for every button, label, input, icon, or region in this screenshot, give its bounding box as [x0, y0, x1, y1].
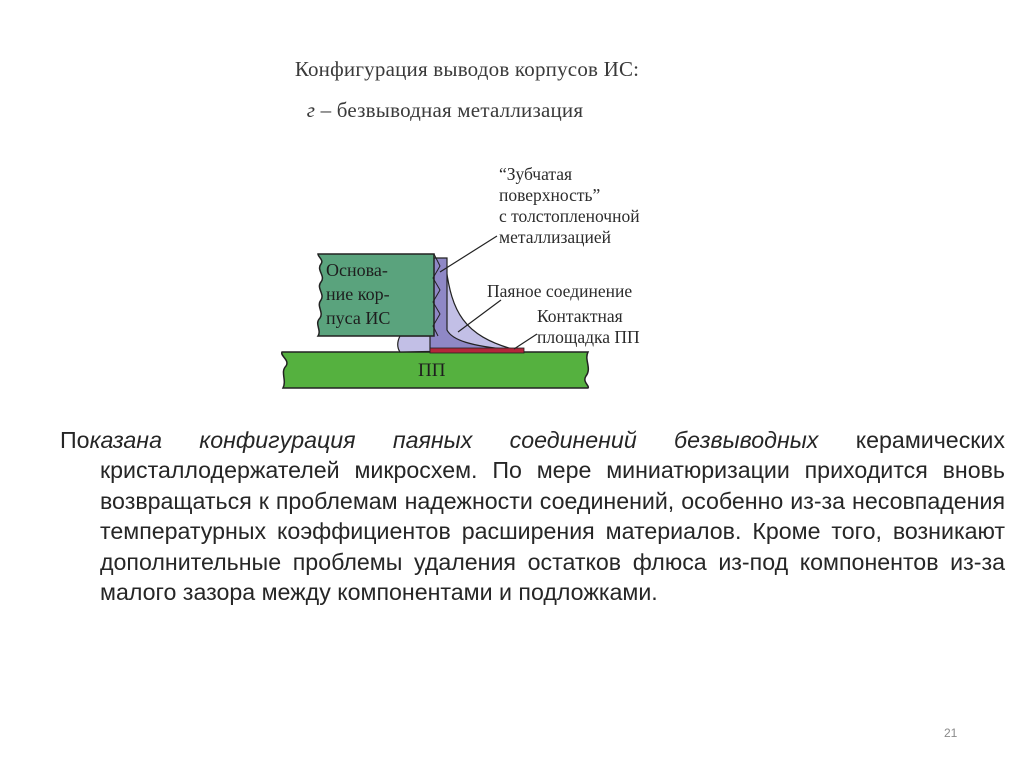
body-paragraph	[60, 425, 1005, 607]
figure-subtitle-text: – безвыводная металлизация	[315, 98, 584, 122]
label-package-base: Основа- ние кор- пуса ИС	[326, 260, 391, 328]
figure-title: Конфигурация выводов корпусов ИС:	[294, 57, 640, 81]
leader-teeth	[440, 236, 497, 272]
figure-subtitle-letter: г	[306, 98, 316, 122]
label-solder-joint: Паяное соединение	[487, 281, 633, 301]
label-contact-pad: Контактная площадка ПП	[537, 306, 640, 347]
leader-solder	[458, 300, 501, 332]
figure-subtitle	[0, 98, 957, 123]
body-rest: керамических кристаллодержателей микросхем. По мере миниатюризации приходится вновь возвращаться к проблемам надежности соединений, особенно из-за несовпадения температурных коэффициентов расширения материалов. Кроме того, возникают дополнительные проблемы удаления остатков флюса из-под компонентов из-за малого зазора между компонентами и подложками.	[100, 427, 1005, 606]
body-lead-italic: казана конфигурация паяных соединений безвыводных	[89, 427, 819, 453]
body-lead-plain: По	[60, 427, 90, 453]
page-number: 21	[944, 726, 958, 740]
label-pcb: ПП	[418, 360, 446, 381]
contact-pad	[430, 348, 524, 353]
label-toothed-surface: “Зубчатая поверхность” с толстопленочной металлизацией	[499, 164, 640, 247]
leader-pad	[514, 334, 537, 349]
